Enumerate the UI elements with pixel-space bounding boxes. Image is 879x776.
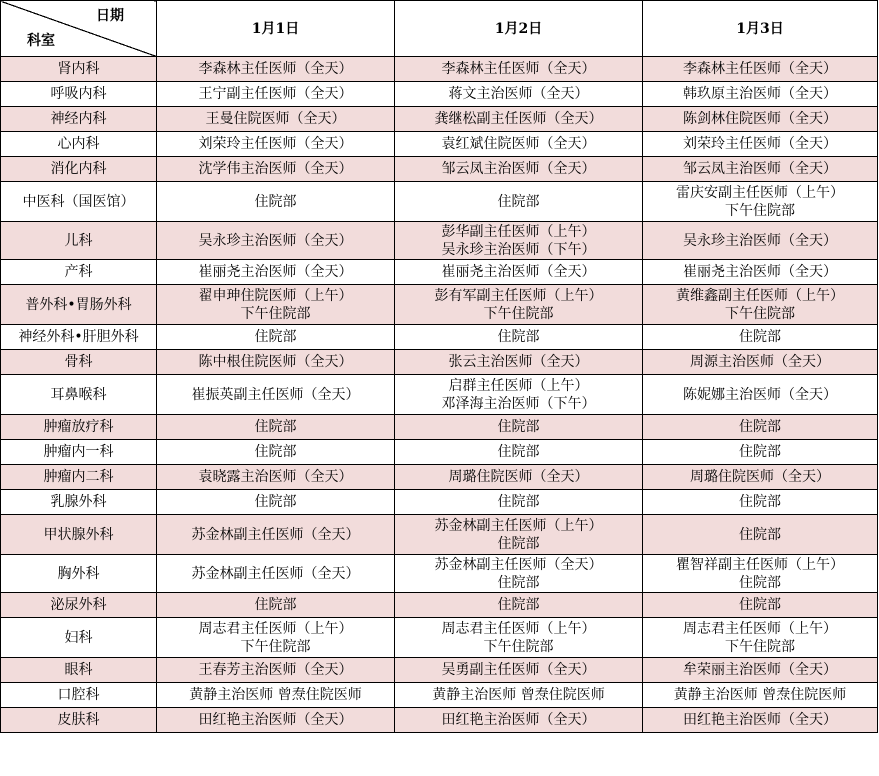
dept-cell: 普外科•胃肠外科 [1,285,157,325]
duty-cell-day1 [157,57,395,82]
duty-cell-day1 [157,708,395,733]
duty-cell-day2 [395,490,643,515]
duty-line: 下午住院部 [483,305,554,322]
duty-cell-day3 [643,415,878,440]
duty-line: 苏金林副主任医师（全天） [191,526,360,543]
duty-cell-day1 [157,350,395,375]
duty-line: 袁红斌住院医师（全天） [441,136,596,152]
duty-line: 邹云凤主治医师（全天） [683,161,837,177]
duty-line: 张云主治医师（全天） [448,354,589,370]
duty-cell-day3 [643,683,878,708]
duty-line: 吴勇副主任医师（全天） [441,662,596,678]
duty-cell-day2 [395,107,643,132]
duty-line: 彭有军副主任医师（上午） [434,287,603,304]
table-row [1,618,878,658]
duty-line: 牟荣丽主治医师（全天） [683,662,837,678]
duty-line: 住院部 [739,597,781,613]
duty-line: 住院部 [497,444,540,460]
duty-line: 刘荣玲主任医师（全天） [198,136,353,152]
duty-line: 住院部 [497,329,540,345]
dept-cell: 心内科 [1,132,157,157]
duty-line: 刘荣玲主任医师（全天） [683,136,837,152]
duty-cell-day2 [395,285,643,325]
dept-cell: 皮肤科 [1,708,157,733]
duty-cell-day1 [157,375,395,415]
table-row [1,465,878,490]
duty-cell-day3 [643,593,878,618]
duty-cell-day3 [643,82,878,107]
duty-line: 周志君主任医师（上午） [198,620,353,637]
table-row [1,157,878,182]
table-row [1,683,878,708]
duty-cell-day3 [643,260,878,285]
duty-line: 崔振英副主任医师（全天） [191,386,360,403]
duty-cell-day1 [157,515,395,555]
duty-line: 韩玖原主治医师（全天） [683,86,837,102]
table-row [1,57,878,82]
dept-cell: 口腔科 [1,683,157,708]
dept-cell: 肿瘤内二科 [1,465,157,490]
duty-cell-day2 [395,222,643,260]
dept-cell: 胸外科 [1,555,157,593]
duty-line: 住院部 [254,597,297,613]
duty-line: 住院部 [254,329,297,345]
duty-cell-day3 [643,440,878,465]
duty-cell-day2 [395,375,643,415]
duty-cell-day3 [643,285,878,325]
table-row [1,415,878,440]
duty-line: 黄静主治医师 曾焘住院医师 [432,687,605,703]
duty-line: 下午住院部 [725,638,795,655]
duty-line: 崔丽尧主治医师（全天） [198,264,353,280]
duty-line: 下午住院部 [725,305,795,322]
duty-line: 翟申珅住院医师（上午） [198,287,353,304]
dept-cell: 肿瘤放疗科 [1,415,157,440]
duty-cell-day2 [395,82,643,107]
duty-cell-day2 [395,132,643,157]
table-row [1,490,878,515]
table-row [1,375,878,415]
duty-line: 下午住院部 [240,305,311,322]
corner-header-cell [1,1,157,57]
duty-line: 邹云凤主治医师（全天） [441,161,596,177]
duty-cell-day3 [643,618,878,658]
duty-line: 苏金林副主任医师（全天） [434,556,603,573]
duty-cell-day2 [395,465,643,490]
duty-line: 住院部 [497,574,540,591]
duty-line: 黄静主治医师 曾焘住院医师 [189,687,362,703]
duty-cell-day3 [643,375,878,415]
duty-line: 住院部 [497,419,540,435]
duty-line: 李森林主任医师（全天） [441,61,596,77]
duty-line: 周璐住院医师（全天） [448,469,589,485]
dept-cell: 呼吸内科 [1,82,157,107]
duty-cell-day2 [395,325,643,350]
duty-line: 住院部 [739,574,781,591]
duty-line: 王曼住院医师（全天） [205,111,346,127]
duty-line: 沈学伟主治医师（全天） [198,161,353,177]
duty-line: 田红艳主治医师（全天） [198,712,353,728]
table-row [1,658,878,683]
duty-line: 住院部 [254,419,297,435]
dept-cell: 神经外科•肝胆外科 [1,325,157,350]
table-row [1,260,878,285]
duty-line: 崔丽尧主治医师（全天） [683,264,837,280]
duty-cell-day1 [157,285,395,325]
duty-line: 住院部 [739,419,781,435]
duty-line: 李森林主任医师（全天） [198,61,353,77]
duty-line: 王宁副主任医师（全天） [198,86,353,102]
duty-line: 住院部 [739,494,781,510]
header-row [1,1,878,57]
duty-line: 吴永珍主治医师（下午） [441,241,596,258]
duty-line: 雷庆安副主任医师（上午） [676,184,844,201]
duty-cell-day2 [395,683,643,708]
duty-line: 周志君主任医师（上午） [683,620,837,637]
duty-cell-day1 [157,182,395,222]
duty-cell-day2 [395,260,643,285]
dept-cell: 骨科 [1,350,157,375]
duty-line: 吴永珍主治医师（全天） [683,232,837,249]
duty-line: 住院部 [497,193,540,210]
dept-cell: 眼科 [1,658,157,683]
duty-cell-day3 [643,182,878,222]
duty-line: 邓泽海主治医师（下午） [441,395,596,412]
duty-line: 王春芳主治医师（全天） [198,662,353,678]
dept-cell: 乳腺外科 [1,490,157,515]
duty-cell-day1 [157,260,395,285]
duty-line: 袁晓露主治医师（全天） [198,469,353,485]
duty-line: 蒋文主治医师（全天） [448,86,589,102]
table-row [1,222,878,260]
duty-cell-day2 [395,593,643,618]
duty-line: 周源主治医师（全天） [690,354,830,370]
duty-cell-day3 [643,222,878,260]
dept-cell: 产科 [1,260,157,285]
duty-line: 住院部 [497,494,540,510]
date-header-2: 1月2日 [395,1,643,57]
duty-cell-day3 [643,57,878,82]
duty-cell-day1 [157,325,395,350]
duty-cell-day1 [157,157,395,182]
duty-line: 住院部 [254,444,297,460]
duty-line: 下午住院部 [483,638,554,655]
duty-cell-day1 [157,132,395,157]
duty-line: 陈剑林住院医师（全天） [683,111,837,127]
duty-cell-day2 [395,618,643,658]
duty-cell-day3 [643,465,878,490]
duty-cell-day2 [395,708,643,733]
duty-cell-day1 [157,593,395,618]
duty-cell-day1 [157,415,395,440]
table-row [1,515,878,555]
duty-line: 苏金林副主任医师（上午） [434,517,603,534]
duty-line: 住院部 [497,535,540,552]
table-row [1,593,878,618]
table-row [1,325,878,350]
duty-cell-day2 [395,182,643,222]
duty-cell-day2 [395,555,643,593]
duty-cell-day1 [157,222,395,260]
duty-cell-day2 [395,350,643,375]
duty-cell-day3 [643,325,878,350]
duty-cell-day1 [157,440,395,465]
duty-line: 住院部 [497,597,540,613]
duty-cell-day3 [643,490,878,515]
duty-line: 陈妮娜主治医师（全天） [683,386,837,403]
duty-line: 住院部 [739,526,781,543]
duty-line: 崔丽尧主治医师（全天） [441,264,596,280]
duty-cell-day1 [157,683,395,708]
duty-cell-day3 [643,350,878,375]
duty-cell-day3 [643,132,878,157]
date-header-1: 1月1日 [157,1,395,57]
duty-line: 田红艳主治医师（全天） [683,712,837,728]
duty-line: 龚继松副主任医师（全天） [434,111,603,127]
duty-line: 田红艳主治医师（全天） [441,712,596,728]
corner-date-label: 日期 [96,8,124,24]
duty-cell-day1 [157,658,395,683]
duty-line: 黄维鑫副主任医师（上午） [676,287,844,304]
duty-line: 苏金林副主任医师（全天） [191,565,360,582]
duty-line: 下午住院部 [725,202,795,219]
table-row [1,350,878,375]
duty-line: 周璐住院医师（全天） [690,469,830,485]
duty-cell-day3 [643,708,878,733]
duty-cell-day2 [395,440,643,465]
table-row [1,440,878,465]
table-row [1,132,878,157]
table-row [1,182,878,222]
dept-cell: 妇科 [1,618,157,658]
table-row [1,708,878,733]
duty-cell-day2 [395,415,643,440]
duty-cell-day3 [643,157,878,182]
dept-cell: 肿瘤内一科 [1,440,157,465]
duty-line: 启群主任医师（上午） [448,377,589,394]
date-header-3: 1月3日 [643,1,878,57]
duty-cell-day3 [643,555,878,593]
duty-cell-day1 [157,82,395,107]
table-row [1,82,878,107]
duty-line: 黄静主治医师 曾焘住院医师 [673,687,847,703]
duty-line: 瞿智祥副主任医师（上午） [676,556,844,573]
table-row [1,107,878,132]
duty-line: 李森林主任医师（全天） [683,61,837,77]
duty-line: 陈中根住院医师（全天） [198,354,353,370]
duty-cell-day1 [157,490,395,515]
duty-line: 住院部 [254,494,297,510]
duty-cell-day1 [157,555,395,593]
duty-cell-day2 [395,157,643,182]
duty-cell-day2 [395,515,643,555]
dept-cell: 儿科 [1,222,157,260]
table-row [1,555,878,593]
duty-line: 彭华副主任医师（上午） [441,223,596,240]
duty-cell-day1 [157,465,395,490]
dept-cell: 耳鼻喉科 [1,375,157,415]
duty-line: 下午住院部 [240,638,311,655]
duty-cell-day2 [395,658,643,683]
table-row [1,285,878,325]
duty-line: 住院部 [739,329,781,345]
duty-cell-day3 [643,107,878,132]
schedule-body [1,57,878,733]
dept-cell: 肾内科 [1,57,157,82]
corner-dept-label: 科室 [27,33,55,49]
duty-line: 周志君主任医师（上午） [441,620,596,637]
duty-line: 吴永珍主治医师（全天） [198,232,353,249]
dept-cell: 消化内科 [1,157,157,182]
dept-cell: 甲状腺外科 [1,515,157,555]
duty-line: 住院部 [254,193,297,210]
dept-cell: 泌尿外科 [1,593,157,618]
duty-cell-day3 [643,658,878,683]
duty-cell-day1 [157,618,395,658]
duty-cell-day2 [395,57,643,82]
duty-cell-day3 [643,515,878,555]
duty-cell-day1 [157,107,395,132]
duty-line: 住院部 [739,444,781,460]
dept-cell: 神经内科 [1,107,157,132]
dept-cell: 中医科（国医馆） [1,182,157,222]
